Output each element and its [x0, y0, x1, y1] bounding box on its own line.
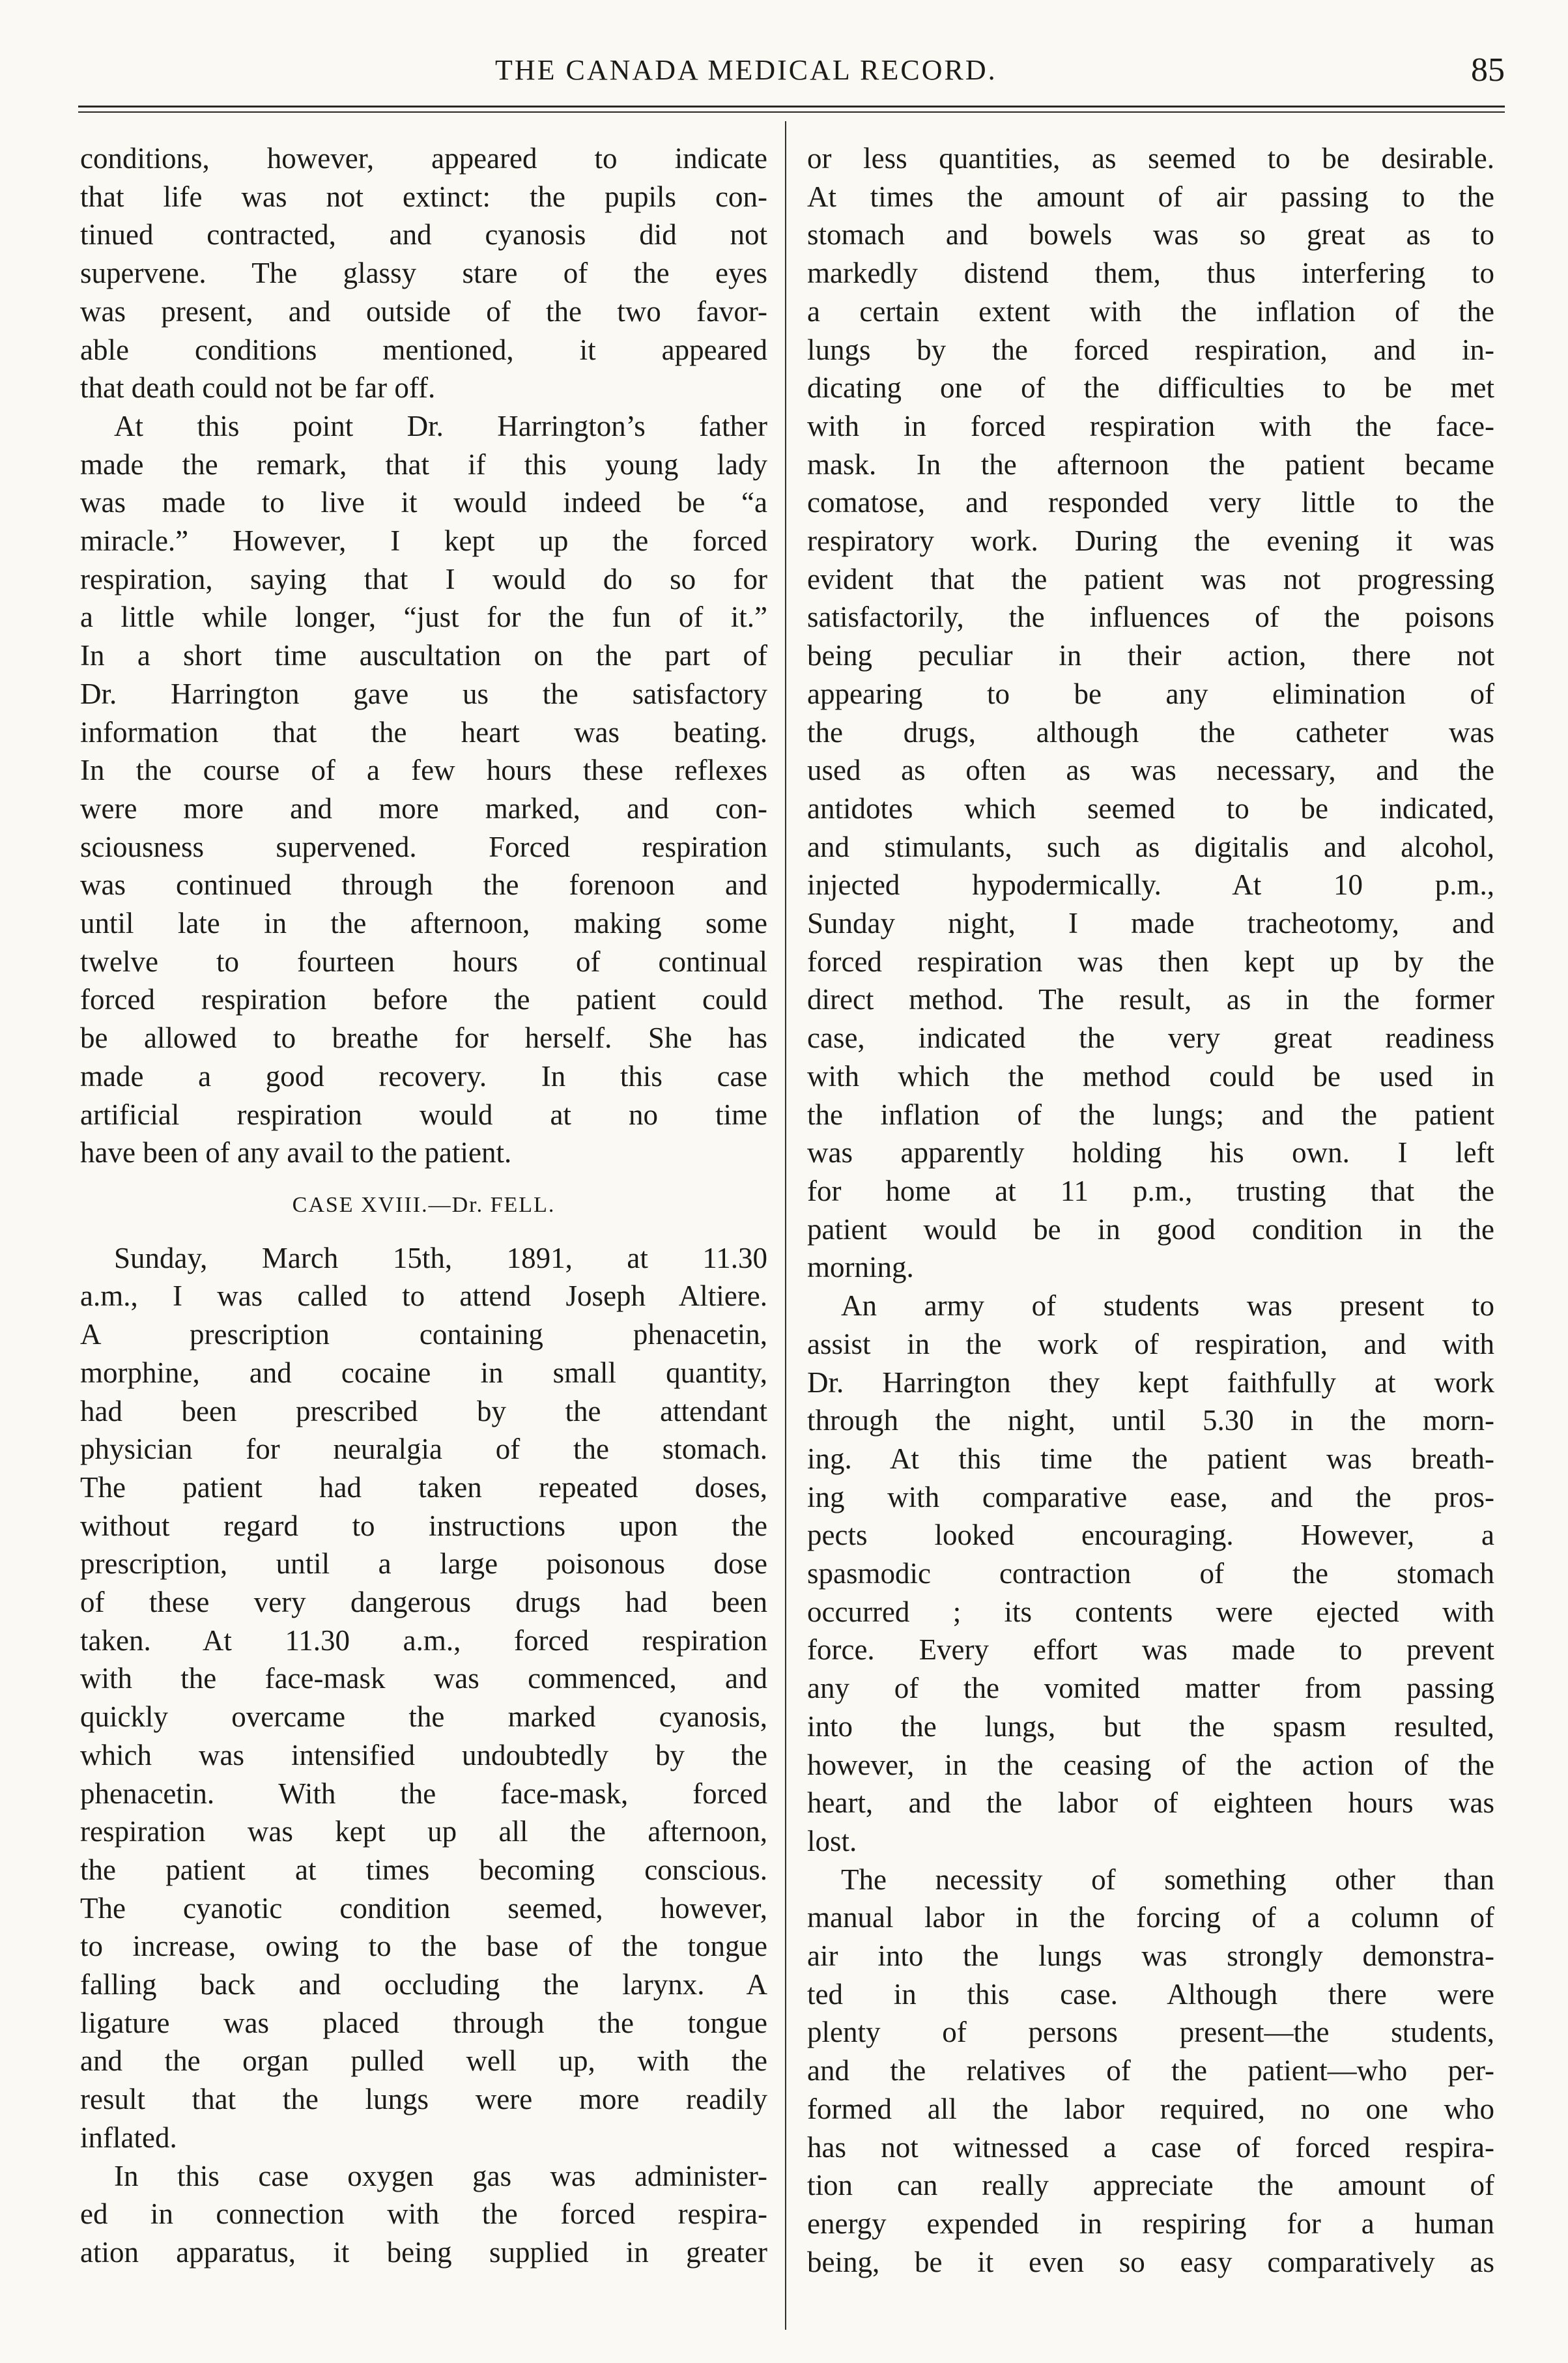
- text-line: mask. In the afternoon the patient became: [807, 448, 1494, 481]
- text-line: In a short time auscultation on the part of: [80, 639, 767, 672]
- right-column: [807, 139, 1494, 2281]
- text-line: able conditions mentioned, it appeared: [80, 333, 767, 366]
- text-line: the inflation of the lungs; and the patient: [807, 1098, 1494, 1131]
- text-line: energy expended in respiring for a human: [807, 2207, 1494, 2240]
- text-line: and stimulants, such as digitalis and alcohol,: [807, 830, 1494, 863]
- text-line: Dr. Harrington they kept faithfully at work: [807, 1366, 1494, 1399]
- text-line: be allowed to breathe for herself. She has: [80, 1022, 767, 1055]
- text-line: which was intensified undoubtedly by the: [80, 1738, 767, 1771]
- text-line: air into the lungs was strongly demonstra-: [807, 1940, 1494, 1973]
- text-line: prescription, until a large poisonous dose: [80, 1547, 767, 1581]
- text-line: formed all the labor required, no one who: [807, 2092, 1494, 2125]
- text-line: used as often as was necessary, and the: [807, 754, 1494, 787]
- text-line: In this case oxygen gas was administer-: [114, 2159, 767, 2192]
- text-line: dicating one of the difficulties to be met: [807, 371, 1494, 405]
- text-line: made the remark, that if this young lady: [80, 448, 767, 481]
- text-line: sciousness supervened. Forced respiration: [80, 830, 767, 863]
- text-line: The patient had taken repeated doses,: [80, 1470, 767, 1504]
- text-line: twelve to fourteen hours of continual: [80, 945, 767, 978]
- text-line: tion can really appreciate the amount of: [807, 2169, 1494, 2202]
- page-number: 85: [1471, 51, 1505, 89]
- text-line: was made to live it would indeed be “a: [80, 486, 767, 519]
- text-line: evident that the patient was not progressing: [807, 562, 1494, 595]
- text-line: satisfactorily, the influences of the poisons: [807, 601, 1494, 634]
- text-line: occurred ; its contents were ejected with: [807, 1595, 1494, 1628]
- text-line: inflated.: [80, 2121, 177, 2154]
- text-line: were more and more marked, and con-: [80, 792, 767, 825]
- text-line: At times the amount of air passing to the: [807, 180, 1494, 213]
- text-line: In the course of a few hours these reflexes: [80, 754, 767, 787]
- text-line: a.m., I was called to attend Joseph Altiere.: [80, 1280, 767, 1313]
- text-line: however, in the ceasing of the action of the: [807, 1748, 1494, 1781]
- text-line: information that the heart was beating.: [80, 715, 767, 749]
- text-line: have been of any avail to the patient.: [80, 1136, 512, 1169]
- section-heading: CASE XVIII.—Dr. FELL.: [292, 1192, 556, 1217]
- text-line: for home at 11 p.m., trusting that the: [807, 1174, 1494, 1207]
- text-line: respiratory work. During the evening it was: [807, 524, 1494, 558]
- text-line: quickly overcame the marked cyanosis,: [80, 1700, 767, 1734]
- header-rule-top: [78, 106, 1505, 107]
- text-line: The cyanotic condition seemed, however,: [80, 1891, 767, 1925]
- text-line: respiration was kept up all the afternoon,: [80, 1815, 767, 1848]
- text-line: At this point Dr. Harrington’s father: [114, 409, 767, 442]
- text-line: case, indicated the very great readiness: [807, 1022, 1494, 1055]
- text-line: A prescription containing phenacetin,: [80, 1318, 767, 1351]
- text-line: supervene. The glassy stare of the eyes: [80, 257, 767, 290]
- text-line: tinued contracted, and cyanosis did not: [80, 218, 767, 251]
- text-line: that life was not extinct: the pupils con-: [80, 180, 767, 213]
- text-line: ed in connection with the forced respira-: [80, 2198, 767, 2231]
- journal-title: THE CANADA MEDICAL RECORD.: [495, 54, 997, 86]
- text-line: was apparently holding his own. I left: [807, 1136, 1494, 1169]
- text-line: morning.: [807, 1251, 914, 1284]
- text-line: lungs by the forced respiration, and in-: [807, 333, 1494, 366]
- text-line: respiration, saying that I would do so for: [80, 562, 767, 595]
- text-line: stomach and bowels was so great as to: [807, 218, 1494, 251]
- text-line: or less quantities, as seemed to be desirable.: [807, 142, 1494, 175]
- text-line: phenacetin. With the face-mask, forced: [80, 1777, 767, 1810]
- text-line: with the face-mask was commenced, and: [80, 1662, 767, 1695]
- text-line: spasmodic contraction of the stomach: [807, 1557, 1494, 1590]
- text-line: and the organ pulled well up, with the: [80, 2044, 767, 2078]
- text-line: of these very dangerous drugs had been: [80, 1586, 767, 1619]
- text-line: antidotes which seemed to be indicated,: [807, 792, 1494, 825]
- text-line: the drugs, although the catheter was: [807, 715, 1494, 749]
- left-column: [80, 139, 767, 2272]
- text-line: conditions, however, appeared to indicate: [80, 142, 767, 175]
- text-line: direct method. The result, as in the former: [807, 983, 1494, 1016]
- text-line: assist in the work of respiration, and with: [807, 1327, 1494, 1360]
- text-line: being peculiar in their action, there not: [807, 639, 1494, 672]
- text-line: through the night, until 5.30 in the morn-: [807, 1404, 1494, 1437]
- text-line: result that the lungs were more readily: [80, 2083, 767, 2116]
- running-header: [72, 53, 1505, 99]
- text-line: was present, and outside of the two favor-: [80, 294, 767, 328]
- text-line: that death could not be far off.: [80, 371, 436, 405]
- header-rule-bottom: [78, 111, 1505, 113]
- text-line: forced respiration was then kept up by the: [807, 945, 1494, 978]
- text-line: ligature was placed through the tongue: [80, 2006, 767, 2039]
- text-line: until late in the afternoon, making some: [80, 907, 767, 940]
- text-line: ing. At this time the patient was breath-: [807, 1442, 1494, 1475]
- text-line: a little while longer, “just for the fun of it.”: [80, 601, 767, 634]
- text-line: has not witnessed a case of forced respira-: [807, 2130, 1494, 2164]
- text-line: manual labor in the forcing of a column of: [807, 1901, 1494, 1934]
- text-line: morphine, and cocaine in small quantity,: [80, 1356, 767, 1389]
- text-line: heart, and the labor of eighteen hours was: [807, 1786, 1494, 1820]
- text-line: the patient at times becoming conscious.: [80, 1853, 767, 1886]
- text-line: The necessity of something other than: [841, 1863, 1494, 1896]
- text-line: pects looked encouraging. However, a: [807, 1519, 1494, 1552]
- text-line: artificial respiration would at no time: [80, 1098, 767, 1131]
- text-line: patient would be in good condition in the: [807, 1212, 1494, 1246]
- text-line: injected hypodermically. At 10 p.m.,: [807, 868, 1494, 902]
- text-line: any of the vomited matter from passing: [807, 1672, 1494, 1705]
- text-line: falling back and occluding the larynx. A: [80, 1968, 767, 2001]
- text-line: to increase, owing to the base of the tongue: [80, 1930, 767, 1963]
- text-line: physician for neuralgia of the stomach.: [80, 1433, 767, 1466]
- text-line: into the lungs, but the spasm resulted,: [807, 1710, 1494, 1743]
- text-line: and the relatives of the patient—who per-: [807, 2054, 1494, 2087]
- text-line: miracle.” However, I kept up the forced: [80, 524, 767, 558]
- text-line: without regard to instructions upon the: [80, 1509, 767, 1542]
- text-line: made a good recovery. In this case: [80, 1059, 767, 1093]
- text-line: Sunday, March 15th, 1891, at 11.30: [114, 1241, 767, 1274]
- text-line: taken. At 11.30 a.m., forced respiration: [80, 1624, 767, 1657]
- text-line: was continued through the forenoon and: [80, 868, 767, 902]
- text-line: a certain extent with the inflation of the: [807, 294, 1494, 328]
- column-divider: [785, 121, 786, 2330]
- text-line: ted in this case. Although there were: [807, 1977, 1494, 2011]
- text-line: An army of students was present to: [841, 1289, 1494, 1323]
- text-line: markedly distend them, thus interfering to: [807, 257, 1494, 290]
- text-line: ation apparatus, it being supplied in greater: [80, 2235, 767, 2269]
- text-line: ing with comparative ease, and the pros-: [807, 1480, 1494, 1513]
- text-line: Sunday night, I made tracheotomy, and: [807, 907, 1494, 940]
- text-line: being, be it even so easy comparatively as: [807, 2245, 1494, 2278]
- text-line: had been prescribed by the attendant: [80, 1394, 767, 1427]
- text-line: lost.: [807, 1824, 857, 1857]
- text-line: force. Every effort was made to prevent: [807, 1633, 1494, 1667]
- text-line: plenty of persons present—the students,: [807, 2016, 1494, 2049]
- text-line: forced respiration before the patient could: [80, 983, 767, 1016]
- text-line: Dr. Harrington gave us the satisfactory: [80, 677, 767, 710]
- text-line: with in forced respiration with the face-: [807, 409, 1494, 442]
- text-line: with which the method could be used in: [807, 1059, 1494, 1093]
- text-line: appearing to be any elimination of: [807, 677, 1494, 710]
- text-line: comatose, and responded very little to the: [807, 486, 1494, 519]
